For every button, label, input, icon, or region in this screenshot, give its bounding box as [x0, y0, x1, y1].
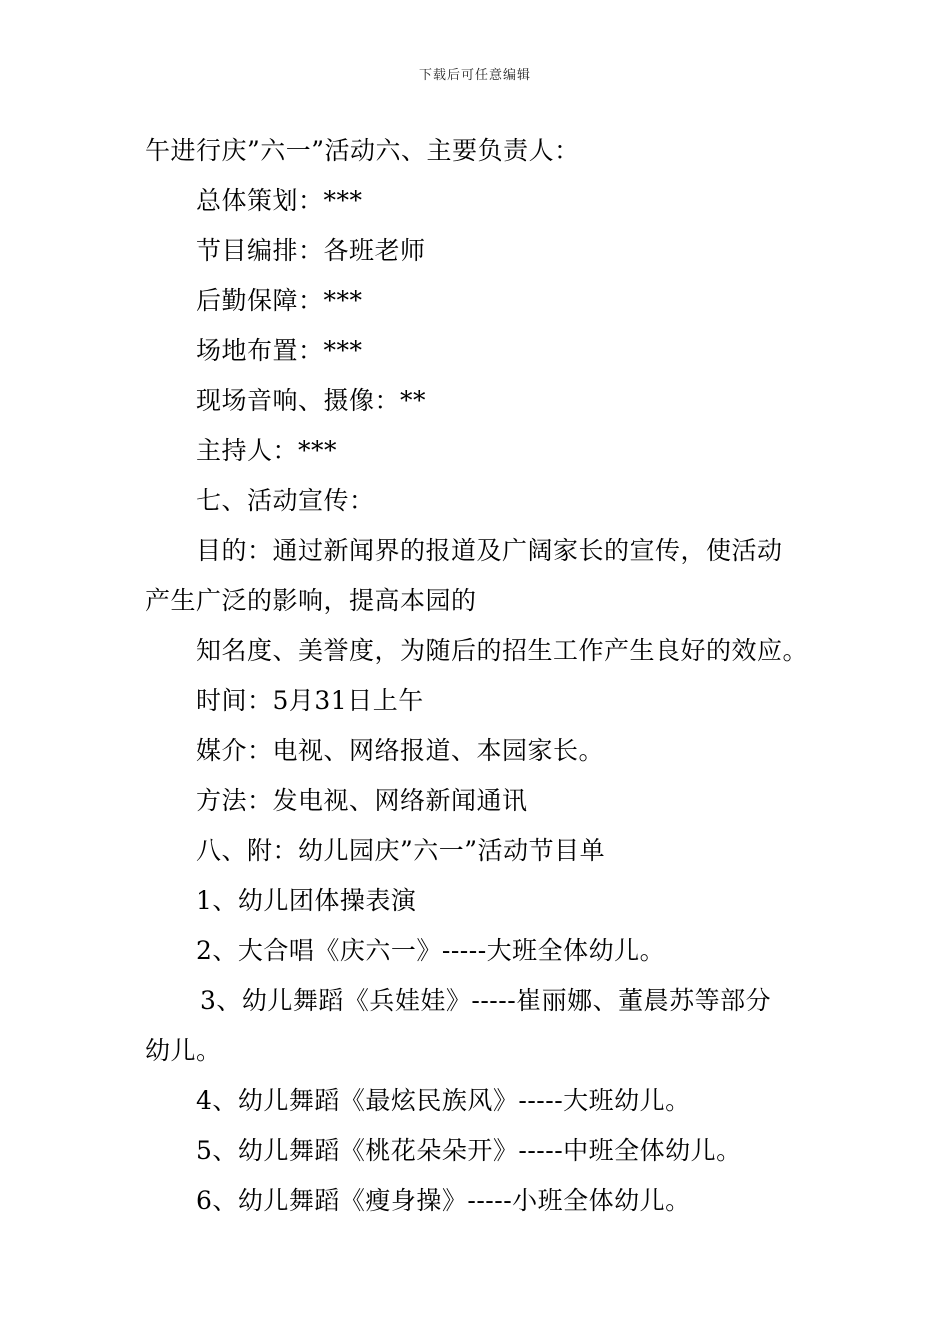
text-line-reputation: 知名度、美誉度，为随后的招生工作产生良好的效应。	[196, 636, 809, 665]
text-line-venue-setup: 场地布置：***	[196, 336, 363, 365]
program-item-3-continued: 幼儿。	[145, 1036, 222, 1065]
section-heading-program-list: 八、附：幼儿园庆”六一”活动节目单	[196, 836, 606, 865]
program-item-1: 1、幼儿团体操表演	[196, 886, 417, 915]
section-heading-publicity: 七、活动宣传：	[196, 486, 375, 515]
program-item-4: 4、幼儿舞蹈《最炫民族风》-----大班幼儿。	[196, 1086, 691, 1115]
text-line-media: 媒介：电视、网络报道、本园家长。	[196, 736, 605, 765]
text-line-purpose-continued: 产生广泛的影响，提高本园的	[145, 586, 477, 615]
text-line-time: 时间：5月31日上午	[196, 686, 424, 715]
text-line-continuation: 午进行庆”六一”活动六、主要负责人：	[145, 136, 580, 165]
program-item-6: 6、幼儿舞蹈《瘦身操》-----小班全体幼儿。	[196, 1186, 691, 1215]
document-body	[145, 126, 825, 1226]
text-line-overall-planning: 总体策划：***	[196, 186, 363, 215]
program-item-5: 5、幼儿舞蹈《桃花朵朵开》-----中班全体幼儿。	[196, 1136, 742, 1165]
page-header-note: 下载后可任意编辑	[418, 68, 531, 83]
text-line-program-arrangement: 节目编排：各班老师	[196, 236, 426, 265]
text-line-audio-video: 现场音响、摄像：**	[196, 386, 427, 415]
program-item-3: 3、幼儿舞蹈《兵娃娃》-----崔丽娜、董晨苏等部分	[200, 986, 772, 1015]
text-line-purpose: 目的：通过新闻界的报道及广阔家长的宣传，使活动	[196, 536, 783, 565]
text-line-logistics: 后勤保障：***	[196, 286, 363, 315]
program-item-2: 2、大合唱《庆六一》-----大班全体幼儿。	[196, 936, 666, 965]
text-line-host: 主持人：***	[196, 436, 338, 465]
text-line-method: 方法：发电视、网络新闻通讯	[196, 786, 528, 815]
